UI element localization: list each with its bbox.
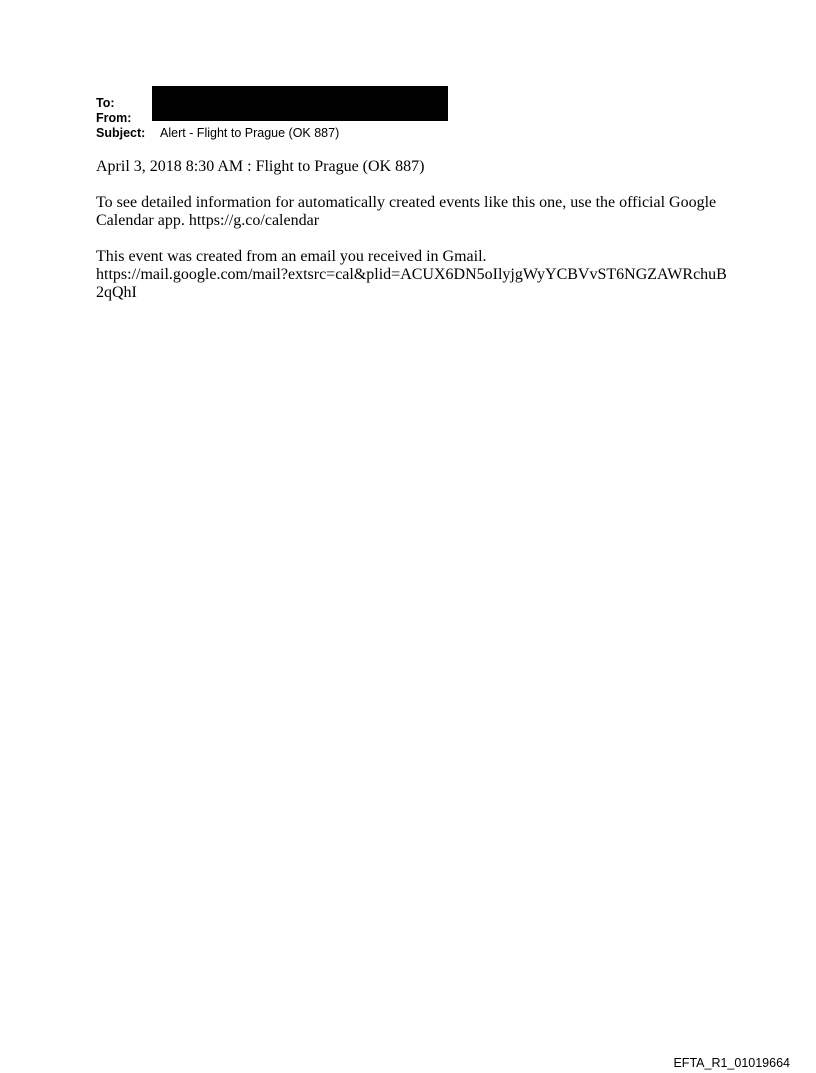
- info-paragraph: To see detailed information for automatically created events like this one, use the official Google Calendar app. https://g.co/calendar: [96, 194, 717, 229]
- email-body: [96, 158, 736, 320]
- to-label: To:: [96, 96, 115, 110]
- from-label: From:: [96, 111, 132, 125]
- subject-row: [96, 126, 339, 141]
- event-line: April 3, 2018 8:30 AM : Flight to Prague (OK 887): [96, 158, 425, 175]
- subject-label: Subject:: [96, 126, 146, 140]
- subject-value: Alert - Flight to Prague (OK 887): [160, 126, 340, 140]
- document-id: EFTA_R1_01019664: [673, 1056, 790, 1070]
- gmail-link[interactable]: https://mail.google.com/mail?extsrc=cal&plid=ACUX6DN5oIlyjgWyYCBVvST6NGZAWRchuB 2qQhI: [96, 266, 727, 301]
- gmail-paragraph-text: This event was created from an email you received in Gmail.: [96, 248, 487, 265]
- redaction-block: [152, 86, 448, 121]
- gmail-paragraph: [96, 248, 736, 302]
